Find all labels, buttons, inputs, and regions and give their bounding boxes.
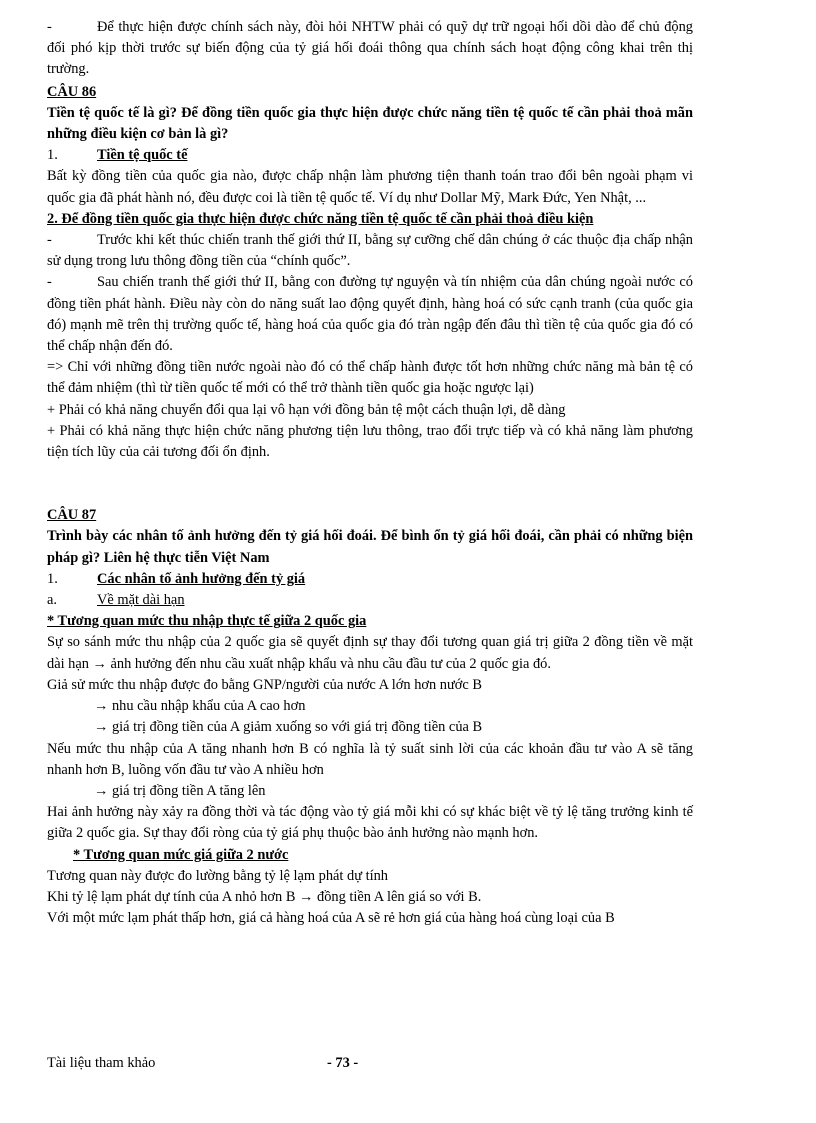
footer-label: Tài liệu tham khảo xyxy=(47,1055,156,1071)
bullet-dash: - xyxy=(47,232,52,249)
q86-section1-text: Bất kỳ đồng tiền của quốc gia nào, được chấp nhận làm phương tiện thanh toán trao đổi bên ngoài phạm vi quốc gia đã phát hành nó, đều được coi là tiền tệ quốc tế. Ví dụ như Dollar Mỹ, Mark Đức, Yen Nhật, ... xyxy=(47,168,693,206)
q86-bullet-1: - Trước khi kết thúc chiến tranh thế giới thứ II, bằng sự cưỡng chế dân chúng ở các thuộc địa chấp nhận sử dụng trong lưu thông đồng tiền của “chính quốc”. xyxy=(47,232,693,270)
price-heading: * Tương quan mức giá giữa 2 nước xyxy=(73,846,289,863)
q86-section1-heading: 1. Tiền tệ quốc tế xyxy=(47,147,188,164)
income-arrow-2: → giá trị đồng tiền của A giảm xuống so với giá trị đồng tiền của B xyxy=(94,719,483,736)
bullet-dash: - xyxy=(47,19,52,35)
document-page xyxy=(47,17,693,929)
q86-condition-2: + Phải có khả năng thực hiện chức năng phương tiện lưu thông, trao đổi trực tiếp và có khả năng làm phương tiện tích lũy của cải tương đối ổn định. xyxy=(47,422,693,461)
intro-paragraph: - Để thực hiện được chính sách này, đòi hỏi NHTW phải có quỹ dự trữ ngoại hối dồi dào để chủ động đối phó kịp thời trước sự biến động của tỷ giá hối đoái thông qua chính sách hoạt động công khai trên thị trường. xyxy=(47,19,693,78)
page-number: - 73 - xyxy=(327,1055,359,1071)
income-heading: * Tương quan mức thu nhập thực tế giữa 2 quốc gia xyxy=(47,613,367,630)
q86-heading: CÂU 86 xyxy=(47,83,97,100)
income-paragraph-4: Hai ảnh hưởng này xảy ra đồng thời và tác động vào tỷ giá mỗi khi có sự khác biệt về tỷ lệ tăng trưởng kinh tế giữa 2 quốc gia. Sự thay đổi ròng của tỷ giá phụ thuộc bào ảnh hưởng nào mạnh hơn. xyxy=(47,804,693,842)
income-arrow-3: → giá trị đồng tiền A tăng lên xyxy=(94,782,266,799)
income-paragraph-1: Sự so sánh mức thu nhập của 2 quốc gia sẽ quyết định sự thay đổi tương quan giá trị giữa 2 đồng tiền về mặt dài hạn → ảnh hưởng đến nhu cầu xuất nhập khẩu và nhu cầu đầu tư của 2 quốc gia đó. xyxy=(47,634,693,672)
q86-bullet-2: - Sau chiến tranh thế giới thứ II, bằng con đường tự nguyện và tín nhiệm của dân chúng ngoài nước có đồng tiền phát hành. Điều này còn do năng suất lao động quyết định, hàng hoá có sức cạnh tranh (của quốc gia đó) mạnh mẽ trên thị trường quốc tế, hàng hoá của quốc gia đó tràn ngập đến đâu thì tiền tệ của quốc gia đó có thể chấp nhận đến đó. xyxy=(47,274,693,355)
income-paragraph-3: Nếu mức thu nhập của A tăng nhanh hơn B có nghĩa là tỷ suất sinh lời của các khoản đầu tư vào A sẽ tăng nhanh hơn B, luồng vốn đầu tư vào A nhiều hơn xyxy=(47,740,693,778)
income-arrow-1: → nhu cầu nhập khẩu của A cao hơn xyxy=(94,698,306,715)
page-footer xyxy=(47,1055,693,1072)
q87-heading: CÂU 87 xyxy=(47,507,97,524)
price-paragraph-3: Với một mức lạm phát thấp hơn, giá cả hàng hoá của A sẽ rẻ hơn giá của hàng hoá cùng loại của B xyxy=(47,910,615,927)
section-spacer xyxy=(47,463,693,505)
income-paragraph-2: Giả sử mức thu nhập được đo bằng GNP/người của nước A lớn hơn nước B xyxy=(47,676,482,693)
q86-section2-heading: 2. Để đồng tiền quốc gia thực hiện được chức năng tiền tệ quốc tế cần phải thoả điều kiện xyxy=(47,210,594,227)
bullet-dash: - xyxy=(47,274,52,291)
q87-question: Trình bày các nhân tố ảnh hưởng đến tỷ giá hối đoái. Để bình ổn tỷ giá hối đoái, cần phải có những biện pháp gì? Liên hệ thực tiễn Việt Nam xyxy=(47,528,693,566)
q86-conclusion: => Chỉ với những đồng tiền nước ngoài nào đó có thể chấp hành được tốt hơn những chức năng mà bản tệ có thể đảm nhiệm (thì từ tiền quốc tế mới có thể trở thành tiền quốc gia hoặc ngược lại) xyxy=(47,359,693,397)
q86-condition-1: + Phải có khả năng chuyển đổi qua lại vô hạn với đồng bản tệ một cách thuận lợi, dễ dàng xyxy=(47,401,566,418)
q87-section1-heading: 1. Các nhân tố ảnh hưởng đến tỷ giá xyxy=(47,570,306,587)
q86-question: Tiền tệ quốc tế là gì? Để đồng tiền quốc gia thực hiện được chức năng tiền tệ quốc tế cần phải thoả mãn những điều kiện cơ bản là gì? xyxy=(47,104,693,143)
price-paragraph-1: Tương quan này được đo lường bằng tỷ lệ lạm phát dự tính xyxy=(47,867,388,884)
q87-subsection-a-heading: a. Về mặt dài hạn xyxy=(47,592,185,609)
price-paragraph-2: Khi tỷ lệ lạm phát dự tính của A nhỏ hơn B → đồng tiền A lên giá so với B. xyxy=(47,888,482,905)
